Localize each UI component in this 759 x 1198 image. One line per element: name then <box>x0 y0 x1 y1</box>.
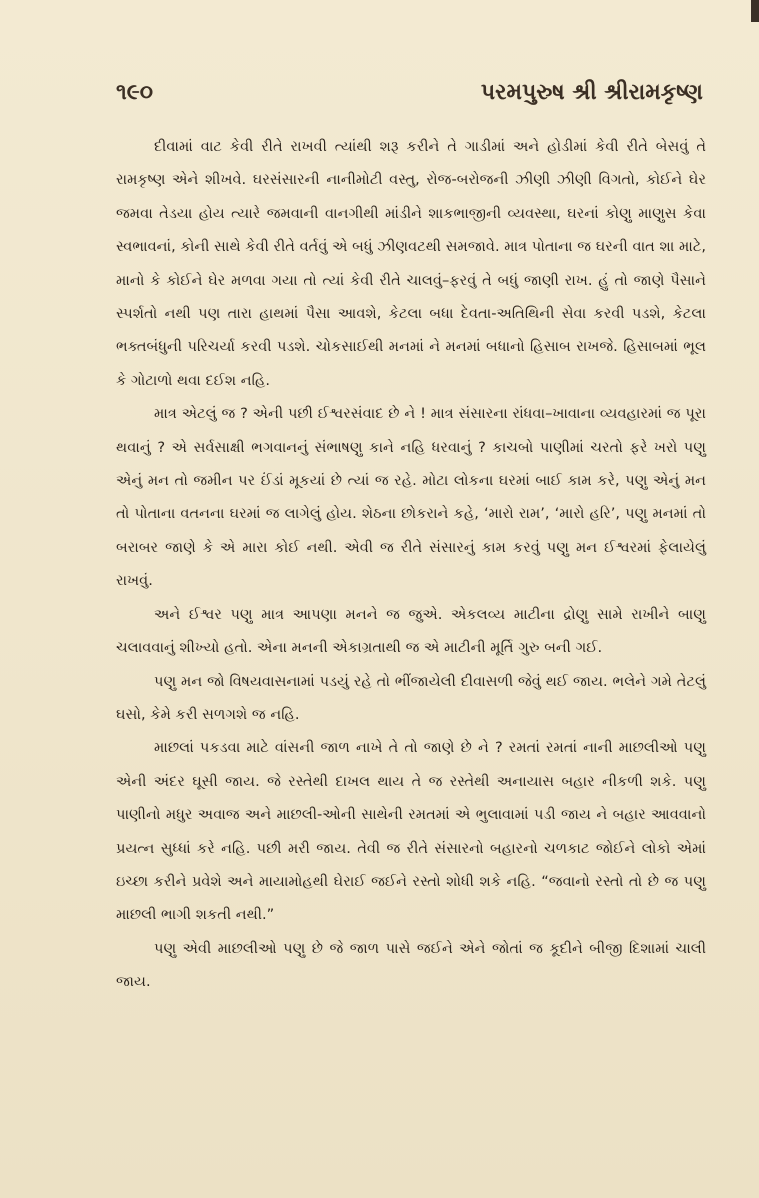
body-text <box>116 130 706 999</box>
paragraph: અને ઈશ્વર પણુ માત્ર આપણા મનને જ જુએ. એકલવ્ય માટીના દ્રોણુ સામે રાખીને બાણુ ચલાવવાનું શીખ્યો હતો. એના મનની એકાગ્રતાથી જ એ માટીની મૂર્તિ ગુરુ બની ગઈ. <box>116 605 706 657</box>
paragraph: માછલાં પકડવા માટે વાંસની જાળ નાખે તે તો જાણે છે ને ? રમતાં રમતાં નાની માછલીઓ પણુ એની અંદર ઘૂસી જાય. જે રસ્તેથી દાખલ થાય તે જ રસ્તેથી અનાયાસ બહાર નીકળી શકે. પણુ પાણીનો મધુર અવાજ અને માછલી-ઓની સાથેની રમતમાં એ ભુલાવામાં પડી જાય ને બહાર આવવાનો પ્રયત્ન સુધ્ધાં કરે નહિ. પછી મરી જાય. તેવી જ રીતે સંસારનો બહારનો ચળકાટ જોઈને લોકો એમાં ઇચ્છા કરીને પ્રવેશે અને માયામોહથી ઘેરાઈ જઈને રસ્તો શોધી શકે નહિ. “જવાનો રસ્તો તો છે જ પણુ માછલી ભાગી શકતી નથી.” <box>116 739 706 924</box>
page-header <box>116 80 703 114</box>
page-number: ૧૯૦ <box>116 80 154 105</box>
paragraph: દીવામાં વાટ કેવી રીતે રાખવી ત્યાંથી શરૂ કરીને તે ગાડીમાં અને હોડીમાં કેવી રીતે બેસવું તે રામકૃષ્ણ એને શીખવે. ઘરસંસારની નાનીમોટી વસ્તુ, રોજ-બરોજની ઝીણી ઝીણી વિગતો, કોઈને ઘેર જમવા તેડયા હોય ત્યારે જમવાની વાનગીથી માંડીને શાકભાજીની વ્યવસ્થા, ઘરનાં કોણુ માણુસ કેવા સ્વભાવનાં, કોની સાથે કેવી રીતે વર્તવું એ બધું ઝીણવટથી સમજાવે. માત્ર પોતાના જ ઘરની વાત શા માટે, માનો કે કોઈને ઘેર મળવા ગયા તો ત્યાં કેવી રીતે ચાલવું–ફરવું તે બધું જાણી રાખ. હું તો જાણે પૈસાને સ્પર્શતો નથી પણ તારા હાથમાં પૈસા આવશે, કેટલા બધા દેવતા-અતિથિની સેવા કરવી પડશે, કેટલા ભક્તબંધુની પરિચર્યા કરવી પડશે. ચોકસાઈથી મનમાં ને મનમાં બધાનો હિસાબ રાખજે. હિસાબમાં ભૂલ કે ગોટાળો થવા દઈશ નહિ. <box>116 138 706 389</box>
paragraph: પણુ એવી માછલીઓ પણુ છે જે જાળ પાસે જઈને એને જોતાં જ કૂદીને બીજી દિશામાં ચાલી જાય. <box>116 939 706 991</box>
paragraph: પણુ મન જો વિષયવાસનામાં પડયું રહે તો ભીંજાયેલી દીવાસળી જેવું થઈ જાય. ભલેને ગમે તેટલું ઘસો, કેમે કરી સળગશે જ નહિ. <box>116 672 706 723</box>
running-title: પરમપુરુષ શ્રી શ્રીરામકૃષ્ણ <box>480 80 703 105</box>
paragraph: માત્ર એટલું જ ? એની પછી ઈશ્વરસંવાદ છે ને ! માત્ર સંસારના રાંધવા–ખાવાના વ્યવહારમાં જ પૂરા થવાનું ? એ સર્વસાક્ષી ભગવાનનું સંભાષણુ કાને નહિ ધરવાનું ? કાચબો પાણીમાં ચરતો ફરે ખરો પણુ એનું મન તો જમીન પર ઈંડાં મૂકયાં છે ત્યાં જ રહે. મોટા લોકના ઘરમાં બાઈ કામ કરે, પણુ એનું મન તો પોતાના વતનના ઘરમાં જ લાગેલું હોય. શેઠના છોકરાને કહે, ‘મારો રામ’, ‘મારો હરિ’, પણુ મનમાં તો બરાબર જાણે કે એ મારા કોઈ નથી. એવી જ રીતે સંસારનું કામ કરવું પણુ મન ઈશ્વરમાં ફેલાયેલું રાખવું. <box>116 405 706 590</box>
page-edge-mark <box>751 0 759 22</box>
